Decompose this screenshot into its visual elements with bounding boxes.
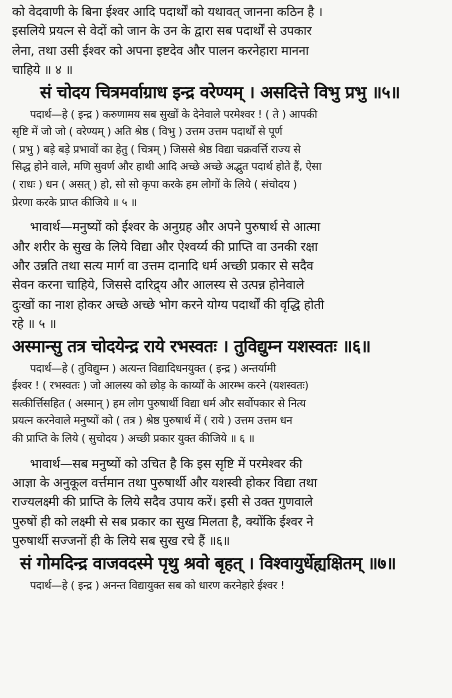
text-line: चाहिये ॥ ४ ॥	[12, 62, 73, 78]
text-line: प्रयत्न करनेवाले मनुष्यों को ( तत्र ) श्रेष्ठ पुरुषार्थ में ( राये ) उत्तम उत्तम धन	[12, 414, 293, 428]
text-line: की प्राप्ति के लिये ( सुचोदय ) अच्छी प्रकार युक्त कीजिये ॥ ६ ॥	[12, 432, 255, 445]
text-line: ( प्रभु ) बड़े बड़े प्रभावों का हेतु ( चित्रम् ) जिससे श्रेष्ठ विद्या चक्रवर्त्ति राज्य से	[12, 142, 301, 156]
padartha-paragraph-7	[12, 577, 442, 595]
text-line: दुःखों का नाश होकर अच्छे अच्छे भोग करने योग्य पदार्थों की वृद्धि होती	[12, 296, 325, 312]
text-line: पदार्थ—हे ( इन्द्र ) अनन्त विद्यायुक्त सब को धारण करनेहारे ईश्वर !	[30, 578, 285, 592]
text-line: ( राधः ) धन ( असत् ) हो, सो सो कृपा करके हम लोगों के लिये ( संचोदय )	[12, 178, 297, 191]
text-line: और शरीर के सुख के लिये विद्या और ऐश्वर्य्य की प्राप्ति वा उनकी रक्षा	[12, 238, 318, 254]
text-line: ईश्वर ! ( रभस्वतः ) जो आलस्य को छोड़ के कार्य्यों के आरम्भ करने (यशस्वतः)	[12, 379, 309, 393]
intro-paragraph	[12, 2, 442, 80]
text-line: पदार्थ—हे ( तुविद्युम्न ) अत्यन्त विद्यादिधनयुक्त ( इन्द्र ) अन्तर्यामी	[30, 361, 276, 375]
text-line: रहे ॥ ५ ॥	[12, 316, 57, 332]
text-line: इसलिये प्रयत्न से वेदों को जान के उन के द्वारा सब पदार्थों से उपकार	[12, 23, 312, 39]
padartha-paragraph-6	[12, 360, 442, 448]
text-line: सिद्ध होने वाले, मणि सुवर्ण और हाथी आदि अच्छे अच्छे अद्भुत पदार्थ होते हैं, ऐसा	[12, 160, 322, 174]
bhavartha-paragraph-6	[12, 454, 442, 551]
text-line: भावार्थ—मनुष्यों को ईश्वर के अनुग्रह और अपने पुरुषार्थ से आत्मा	[30, 219, 321, 235]
text-line: पदार्थ—हे ( इन्द्र ) करुणामय सब सुखों के देनेवाले परमेश्वर ! ( ते ) आपकी	[30, 107, 318, 121]
text-line: पुरुषों ही को लक्ष्मी से सब प्रकार का सुख मिलता है, क्योंकि ईश्वर ने	[12, 513, 314, 529]
bhavartha-paragraph-5	[12, 217, 442, 333]
padartha-paragraph-5	[12, 106, 442, 212]
text-line: लेना, तथा उसी ईश्वर को अपना इष्टदेव और पालन करनेहारा मानना	[12, 42, 309, 58]
mantra-verse-5: सं चोदय चित्रमर्वाग्राध इन्द्र वरेण्यम् । असदित्ते विभु प्रभु ॥५॥	[40, 82, 401, 103]
text-line: आज्ञा के अनुकूल वर्त्तमान तथा पुरुषार्थी और यशस्वी होकर विद्या तथा	[12, 475, 318, 490]
text-line: सेवन करना चाहिये, जिससे दारिद्र्य और आलस्य से उत्पन्न होनेवाले	[12, 277, 305, 293]
text-line: राज्यलक्ष्मी की प्राप्ति के लिये सदैव उपाय करें। इसी से उक्त गुणवाले	[12, 494, 313, 510]
text-line: और उन्नति तथा सत्य मार्ग वा उत्तम दानादि धर्म अच्छी प्रकार से सदैव	[12, 258, 314, 273]
text-line: को वेदवाणी के बिना ईश्वर आदि पदार्थों को यथावत् जानना कठिन है ।	[12, 4, 323, 19]
text-line: भावार्थ—सब मनुष्यों को उचित है कि इस सृष्टि में परमेश्वर की	[30, 455, 303, 471]
mantra-verse-7: सं गोमदिन्द्र वाजवदस्मे पृथु श्रवो बृहत् । विश्वायुर्धेह्यक्षितम् ॥७॥	[20, 553, 396, 574]
text-line: सत्कीर्त्तिसहित ( अस्मान् ) हम लोग पुरुषार्थी विद्या धर्म और सर्वोपकार से नित्य	[12, 396, 306, 410]
text-line: प्रेरणा करके प्राप्त कीजिये ॥ ५ ॥	[12, 195, 137, 209]
text-line: सृष्टि में जो जो ( वरेण्यम् ) अति श्रेष्ठ ( विभु ) उत्तम उत्तम पदार्थों से पूर्ण	[12, 125, 283, 139]
mantra-verse-6: अस्मान्सु तत्र चोदयेन्द्र राये रभस्वतः । तुविद्युम्न यशस्वतः ॥६॥	[12, 336, 371, 357]
text-line: पुरुषार्थी सज्जनों ही के लिये सब सुख रचे हैं ॥६॥	[12, 533, 230, 549]
